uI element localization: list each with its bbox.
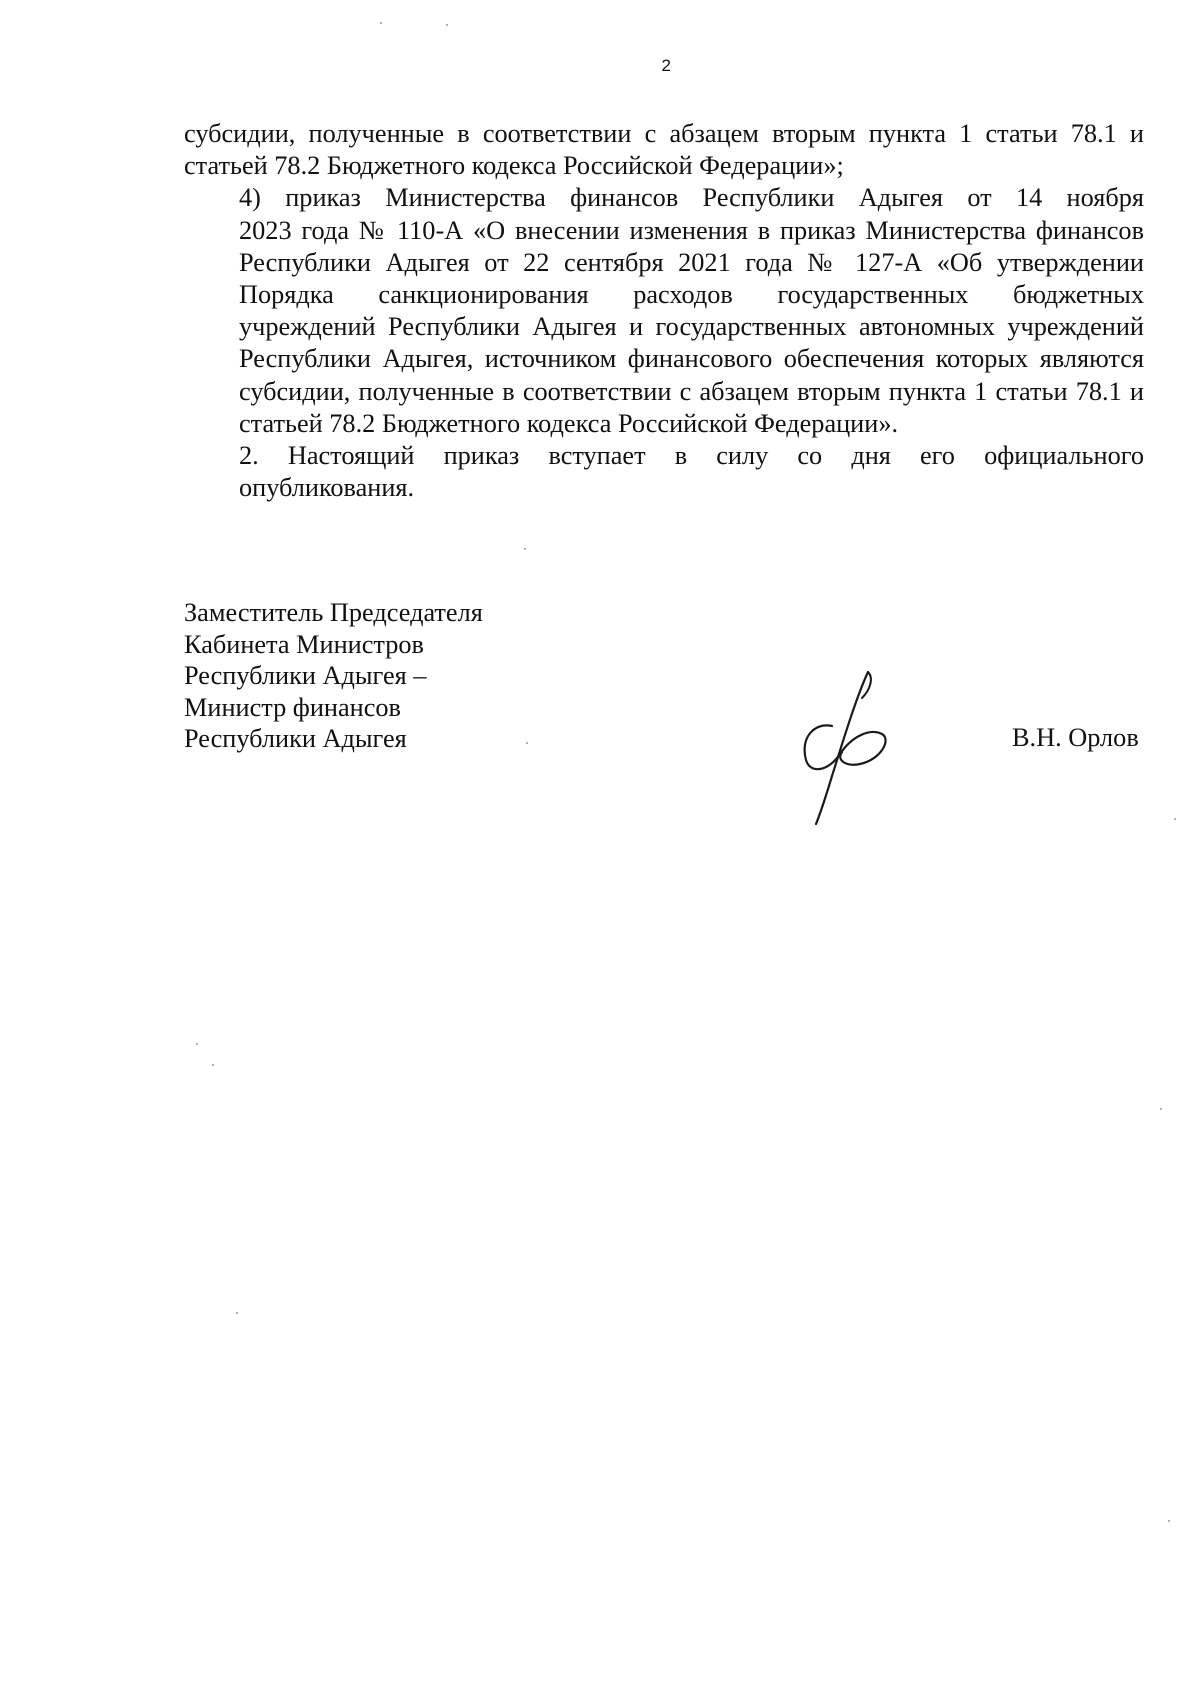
- text-line: 4) приказ Министерства финансов Республики Адыгея от 14 ноября: [239, 183, 1144, 213]
- signatory-title: [184, 597, 483, 755]
- text-line: субсидии, полученные в соответствии с абзацем вторым пункта 1 статьи 78.1 и: [184, 119, 1144, 148]
- document-body: [184, 118, 1144, 504]
- paragraph-item-4: [184, 182, 1144, 440]
- handwritten-signature: [796, 668, 896, 826]
- scan-speck: [196, 1043, 198, 1045]
- page-number: 2: [661, 56, 672, 75]
- scan-speck: [380, 22, 382, 24]
- text-line: статьей 78.2 Бюджетного кодекса Российской Федерации»;: [184, 151, 844, 181]
- signatory-title-line: Кабинета Министров: [184, 629, 424, 659]
- signatory-title-line: Республики Адыгея: [184, 724, 407, 753]
- scan-speck: [446, 24, 448, 26]
- signatory-title-line: Республики Адыгея –: [184, 661, 427, 690]
- text-line: 2. Настоящий приказ вступает в силу со дня его официального: [239, 441, 1144, 471]
- text-line: Республики Адыгея, источником финансового обеспечения которых являются: [239, 344, 1144, 374]
- signatory-title-line: Заместитель Председателя: [184, 598, 483, 627]
- text-line: опубликования.: [239, 473, 415, 503]
- scan-speck: [526, 742, 528, 744]
- scan-speck: [1168, 1520, 1170, 1522]
- text-line: субсидии, полученные в соответствии с абзацем вторым пункта 1 статьи 78.1 и: [239, 376, 1144, 406]
- text-line: Порядка санкционирования расходов государственных бюджетных: [239, 280, 1144, 310]
- text-line: статьей 78.2 Бюджетного кодекса Российской Федерации».: [239, 408, 899, 438]
- text-line: Республики Адыгея от 22 сентября 2021 года № 127-А «Об утверждении: [239, 247, 1144, 277]
- signatory-title-line: Министр финансов: [184, 692, 401, 722]
- scan-speck: [524, 548, 526, 550]
- scan-speck: [236, 1312, 238, 1314]
- scan-speck: [212, 1064, 214, 1066]
- paragraph-item-2: [184, 440, 1144, 504]
- text-line: учреждений Республики Адыгея и государственных автономных учреждений: [239, 312, 1144, 342]
- scan-speck: [1160, 1108, 1162, 1110]
- signatory-name: В.Н. Орлов: [1012, 723, 1139, 752]
- scan-speck: [1174, 818, 1176, 820]
- text-line: 2023 года № 110-А «О внесении изменения в приказ Министерства финансов: [239, 215, 1144, 245]
- paragraph-continuation: [184, 118, 1144, 182]
